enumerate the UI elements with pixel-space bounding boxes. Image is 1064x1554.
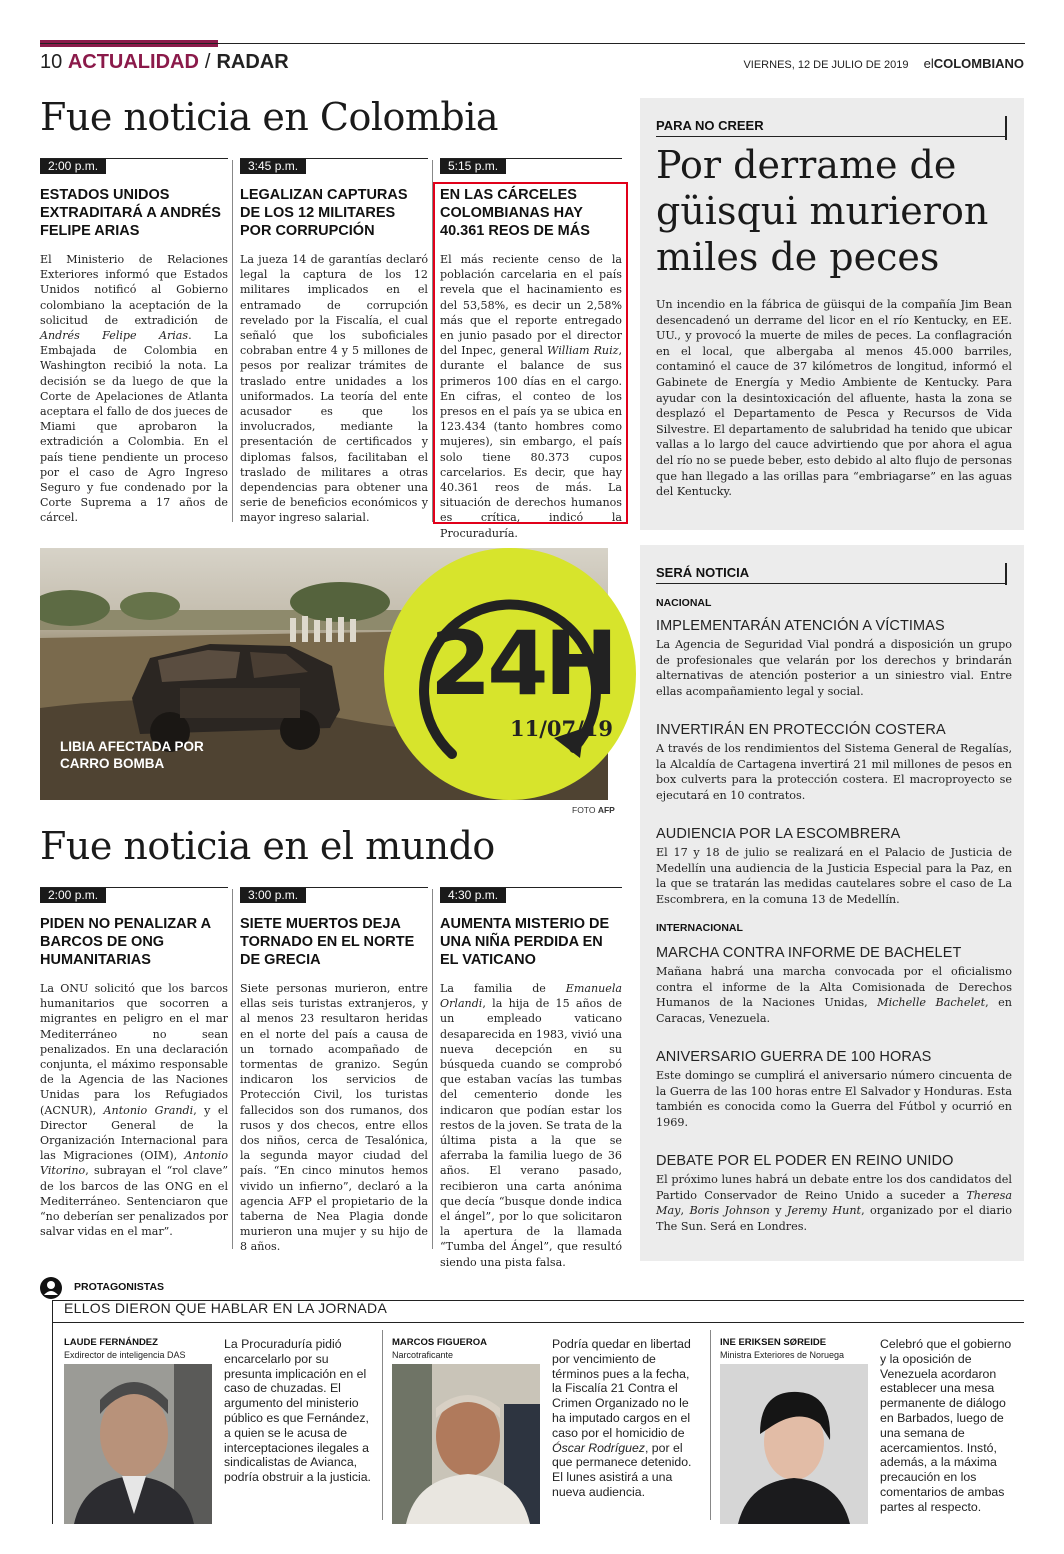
item-title: AUDIENCIA POR LA ESCOMBRERA — [656, 826, 901, 842]
body-emphasis: Theresa May — [656, 1188, 1012, 1217]
person-text: Celebró que el gobierno y la oposición de Venezuela acordaron establecer una mesa permanente de diálogo en Barbados, luego de una semana de acercamientos. Instó, además, a la máxima precaución en los comentarios de ambas partes al respecto. — [880, 1337, 1012, 1514]
credit-source: AFP — [597, 805, 615, 815]
body-emphasis: Antonio Grandi — [103, 1103, 194, 1117]
time-bar — [440, 158, 622, 172]
para-no-creer-header — [656, 115, 1006, 137]
article-body: Siete personas murieron, entre ellas seis turistas extranjeros, y al menos 23 resultaron heridas en el norte del país a causa de un tornado acompañado de tormentas de granizo. Según indicaron los servicios de Protección Civil, los turistas fallecidos son dos rumanos, dos rusos y dos checos, entre ellos dos niños, cerca de Tesalónica, la segunda mayor ciudad del país. “En cinco minutos hemos vivido un infierno”, declaró a la agencia AFP el propietario de la taberna de Nea Plagia donde murieron una mujer y su hijo de 8 años. — [240, 982, 428, 1254]
item-title: IMPLEMENTARÁN ATENCIÓN A VÍCTIMAS — [656, 618, 945, 634]
24h-date: 11/07/19 — [510, 716, 614, 741]
body-emphasis: William Ruiz — [547, 344, 619, 358]
body-emphasis: Emanuela Orlandi — [440, 982, 622, 1011]
article-headline: ESTADOS UNIDOS EXTRADITARÁ A ANDRÉS FELIPE ARIAS — [40, 187, 221, 239]
person-name: INE ERIKSEN SØREIDE — [720, 1337, 827, 1348]
header-dateline — [743, 56, 1024, 71]
article-body — [440, 981, 622, 1270]
sera-noticia-item — [656, 721, 1012, 803]
sera-noticia-label: SERÁ NOTICIA — [656, 565, 750, 580]
body-text: . La Embajada de Colombia en Washington recibió la nota. La decisión se da luego de que la Corte de Apelaciones de Atlanta aceptara el fallo de dos jueces de Miami que aprobaron la extradición a Colombia. En el país tiene pendiente un proceso por el caso de Agro Ingreso Seguro y fue condenado por la Corte Suprema a 17 años de cárcel. — [40, 329, 228, 525]
sera-noticia-item — [656, 1152, 1012, 1234]
column-divider — [382, 1330, 383, 1520]
body-text: , — [680, 1204, 690, 1217]
body-emphasis: Andrés Felipe Arias — [40, 329, 189, 343]
body-emphasis: Óscar Rodríguez — [552, 1440, 645, 1455]
body-text: , durante el balance de sus primeros 100 días en el cargo. En cifras, el conteo de los presos en el país ya se ubica en 123.434 (tanto hombres como mujeres), sin embargo, el país solo tiene 80.373 cupos carcelarios. Es decir, que hay 40.361 reos de más. La situación de derechos humanos es crítica, indicó la Procuraduría. — [440, 344, 622, 540]
sera-noticia-header — [656, 562, 1006, 584]
article-body — [40, 252, 228, 526]
item-body: La Agencia de Seguridad Vial pondrá a disposición un grupo de profesionales que velarán por los derechos y brindarán alternativas de atención posterior a un siniestro vial. Entre ellas acompañamiento legal y social. — [656, 638, 1012, 698]
body-text: La familia de — [440, 982, 566, 995]
label-tick — [1005, 563, 1007, 585]
protagonistas-subtitle: ELLOS DIERON QUE HABLAR EN LA JORNADA — [64, 1300, 388, 1316]
article-headline: EN LAS CÁRCELES COLOMBIANAS HAY 40.361 REOS DE MÁS — [440, 187, 590, 239]
time-badge: 5:15 p.m. — [440, 159, 506, 174]
sera-noticia-item — [656, 944, 1012, 1026]
body-text: , en Caracas, Venezuela. — [656, 996, 1012, 1025]
sera-noticia-item — [656, 1048, 1012, 1130]
category-nacional: NACIONAL — [656, 597, 712, 609]
brand-prefix: el — [923, 56, 934, 71]
time-bar — [240, 887, 428, 901]
colombia-article-2 — [240, 158, 428, 526]
highlight-box — [433, 182, 628, 524]
mundo-article-1 — [40, 887, 228, 1239]
mundo-article-3 — [440, 887, 622, 1270]
item-body: Este domingo se cumplirá el aniversario número cincuenta de la Guerra de las 100 horas entre El Salvador y Honduras. Esta también es conocida como la Guerra del Fútbol y ocurrió en 1969. — [656, 1069, 1012, 1129]
person-photo — [720, 1364, 868, 1524]
colombia-article-1 — [40, 158, 228, 526]
time-bar — [240, 158, 428, 172]
time-bar — [440, 887, 622, 901]
mundo-article-2 — [240, 887, 428, 1255]
person-name: LAUDE FERNÁNDEZ — [64, 1337, 158, 1348]
person-name: MARCOS FIGUEROA — [392, 1337, 487, 1348]
article-headline: SIETE MUERTOS DEJA TORNADO EN EL NORTE DE GRECIA — [240, 916, 415, 968]
article-body — [40, 981, 228, 1239]
colombia-section-title: Fue noticia en Colombia — [40, 95, 499, 139]
article-headline: PIDEN NO PENALIZAR A BARCOS DE ONG HUMANITARIAS — [40, 916, 211, 968]
person-role: Narcotraficante — [392, 1350, 454, 1360]
item-body: El 17 y 18 de julio se realizará en el Palacio de Justicia de Medellín una audiencia de la Justicia Especial para la Paz, en la que se tratarán las medidas cautelares sobre el caso de La Escombrera, en la comuna 13 de Medellín. — [656, 846, 1012, 906]
body-text: Mañana habrá una marcha convocada por el oficialismo contra el informe de la Alta Comisionada de Derechos Humanos de la Naciones Unidas, — [656, 965, 1012, 1009]
body-emphasis: Michelle Bachelet — [877, 996, 986, 1009]
time-badge: 2:00 p.m. — [40, 888, 106, 903]
body-emphasis: Antonio Vitorino — [40, 1149, 228, 1178]
page-number: 10 — [40, 51, 63, 73]
person-glyph — [40, 1277, 62, 1299]
body-emphasis: Jeremy Hunt — [786, 1204, 862, 1217]
article-headline: AUMENTA MISTERIO DE UNA NIÑA PERDIDA EN EL VATICANO — [440, 916, 610, 968]
column-divider — [232, 889, 233, 1249]
column-divider — [710, 1330, 711, 1520]
body-text: , por el que permanece detenido. El lunes asistirá a una nueva audiencia. — [552, 1440, 692, 1499]
body-text: , la hija de 15 años de un empleado vaticano desaparecida en 1983, vivió una nueva decepción en su búsqueda cuando se comprobó que estaban vacías las tumbas del cementerio donde les indicaron que podían estar los restos de la joven. Se trata de la última pista a la que se aferraba la familia luego de 36 años. El verano pasado, recibieron una carta anónima que decía “busque donde indica el ángel”, por lo que solicitaron la apertura de la llamada “Tumba del Ángel”, que resultó siendo una pista falsa. — [440, 997, 622, 1269]
photo-caption: LIBIA AFECTADA POR CARRO BOMBA — [60, 739, 204, 771]
person-text — [552, 1337, 698, 1500]
column-divider — [432, 889, 433, 1249]
portrait-ine-eriksen-soreide — [720, 1364, 868, 1524]
item-body: A través de los rendimientos del Sistema General de Regalías, la Alcaldía de Cartagena invertirá 21 mil millones de pesos en box culverts para la protección costera. El macroproyecto se ejecutará en 10 contratos. — [656, 742, 1012, 802]
label-tick — [1005, 116, 1007, 140]
section-header — [40, 50, 289, 74]
time-bar — [40, 887, 228, 901]
24h-text: 24H — [430, 612, 615, 715]
subsection-name: RADAR — [216, 51, 289, 73]
time-badge: 3:45 p.m. — [240, 159, 306, 174]
24h-badge — [384, 548, 636, 800]
newspaper-brand — [924, 56, 1024, 71]
item-title: ANIVERSARIO GUERRA DE 100 HORAS — [656, 1049, 932, 1065]
sera-noticia-item — [656, 825, 1012, 907]
body-text: El más reciente censo de la población carcelaria en el país revela que el hacinamiento es del 53,58%, es decir un 2,58% más que el reporte entregado en junio pasado por el director del Inpec, general — [440, 253, 622, 358]
protagonistas-label: PROTAGONISTAS — [74, 1281, 165, 1293]
person-role: Exdirector de inteligencia DAS — [64, 1350, 186, 1360]
para-no-creer-title: Por derrame de güisqui murieron miles de peces — [656, 143, 989, 279]
body-text: Podría quedar en libertad por vencimiento de términos pues a la fecha, la Fiscalía 21 Contra el Crimen Organizado no le ha imputado cargos en el caso por el homicidio de — [552, 1337, 691, 1440]
article-headline: LEGALIZAN CAPTURAS DE LOS 12 MILITARES POR CORRUPCIÓN — [240, 187, 408, 239]
body-text: El Ministerio de Relaciones Exteriores informó que Estados Unidos notificó al Gobierno colombiano la aceptación de la solicitud de extradición de — [40, 253, 228, 327]
para-no-creer-body: Un incendio en la fábrica de güisqui de la compañía Jim Bean desencadenó un derrame del licor en el río Kentucky, en EE. UU., y provocó la muerte de miles de peces. La conflagración en el local, que albergaba al menos 45.000 barriles, contaminó el cauce de 37 kilómetros de longitud, informó el Gabinete de Energía y Medio Ambiente de Kentucky. Para ayudar con la desintoxicación del afluente, hasta la zona se desplazó el Departamento de Pesca y Recursos de Vida Silvestre. El departamento de salubridad ha tenido que ubicar vallas a lo largo del cauce advirtiendo que por ahora el agua del río no se puede beber, esto debido al alto flujo de personas que han llegado a las orillas para “embriagarse” en las aguas del Kentucky. — [656, 298, 1012, 499]
person-icon — [40, 1277, 62, 1299]
item-body — [656, 1172, 1012, 1234]
person-photo — [64, 1364, 212, 1524]
time-badge: 2:00 p.m. — [40, 159, 106, 174]
body-emphasis: Boris Johnson — [689, 1204, 770, 1217]
person-text: La Procuraduría pidió encarcelarlo por su presunta implicación en el caso de chuzadas. El argumento del ministerio público es que Fernández, a quien se le acusa de interceptaciones ilegales a sindicalistas de Avianca, podría obstruir a la justicia. — [224, 1337, 371, 1485]
time-badge: 4:30 p.m. — [440, 888, 506, 903]
article-body: La jueza 14 de garantías declaró legal la captura de los 12 militares implicados en el entramado de corrupción revelado por la Fiscalía, el cual señaló que los suboficiales cobraban entre 4 y 5 millones de pesos por realizar trámites de traslado entre unidades a los uniformados. La teoría del ente acusador es que los involucrados, mediante la presentación de certificados y diplomas falsos, facilitaban el traslado de militares a otras dependencias para obtener una serie de beneficios económicos y mayor ingreso salarial. — [240, 253, 428, 525]
item-title: MARCHA CONTRA INFORME DE BACHELET — [656, 945, 962, 961]
brand-name: COLOMBIANO — [933, 56, 1024, 71]
body-text: La ONU solicitó que los barcos humanitarios que socorren a migrantes en peligro en el mar Mediterráneo no sean penalizados. En una declaración conjunta, el máximo responsable de la Agencia de las Naciones Unidas para los Refugiados (ACNUR), — [40, 982, 228, 1117]
section-name: ACTUALIDAD — [67, 51, 199, 73]
body-text: El próximo lunes habrá un debate entre los dos candidatos del Partido Conservador de Reino Unido a suceder a — [656, 1173, 1012, 1202]
time-badge: 3:00 p.m. — [240, 888, 306, 903]
body-text: , organizado por el diario The Sun. Será en Londres. — [656, 1204, 1012, 1233]
issue-date: VIERNES, 12 DE JULIO DE 2019 — [743, 59, 909, 71]
column-divider — [232, 160, 233, 522]
body-text: , subrayan el “rol clave” de los barcos de las ONG en el Mediterráneo. Sentenciaron que “no deberían ser penalizados por salvar vidas en el mar”. — [40, 1164, 228, 1239]
sera-noticia-item — [656, 617, 1012, 699]
time-bar — [40, 158, 228, 172]
item-body — [656, 964, 1012, 1026]
photo-credit — [572, 805, 615, 815]
person-role: Ministra Exteriores de Noruega — [720, 1350, 845, 1360]
body-text: , y el Director General de la Organización Internacional para las Migraciones (OIM), — [40, 1103, 228, 1163]
para-no-creer-label: PARA NO CREER — [656, 118, 764, 133]
credit-label: FOTO — [572, 805, 596, 815]
body-text: y — [769, 1204, 787, 1217]
person-photo — [392, 1364, 540, 1524]
protagonistas-rule — [52, 1322, 1024, 1323]
portrait-marcos-figueroa — [392, 1364, 540, 1524]
item-title: INVERTIRÁN EN PROTECCIÓN COSTERA — [656, 722, 946, 738]
header-rule — [40, 43, 1025, 44]
category-internacional: INTERNACIONAL — [656, 922, 743, 934]
section-separator: / — [204, 51, 211, 73]
mundo-section-title: Fue noticia en el mundo — [40, 824, 495, 868]
portrait-laude-fernandez — [64, 1364, 212, 1524]
item-title: DEBATE POR EL PODER EN REINO UNIDO — [656, 1153, 954, 1169]
